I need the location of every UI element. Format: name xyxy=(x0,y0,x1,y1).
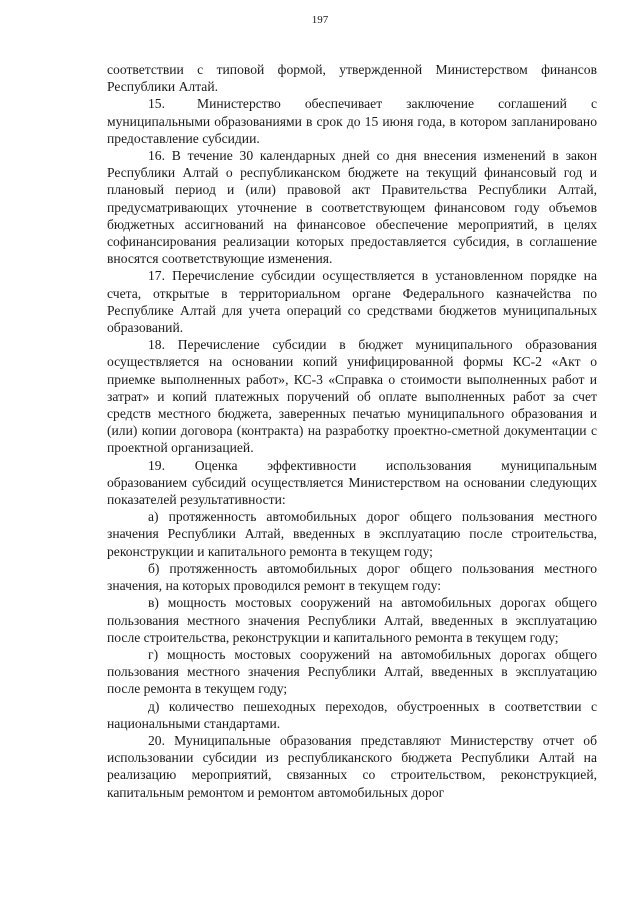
page-number: 197 xyxy=(311,14,329,26)
paragraph-17: 17. Перечисление субсидии осуществляется в установленном порядке на счета, открытые в территориальном органе Федерального казначейства по Республике Алтай для учета операций со средствами бюджетов муниципальных образований. xyxy=(107,268,597,336)
list-item-b: б) протяженность автомобильных дорог общего пользования местного значения, на которых проводился ремонт в текущем году: xyxy=(107,560,597,594)
paragraph-19: 19. Оценка эффективности использования муниципальным образованием субсидий осуществляется Министерством на основании следующих показателей результативности: xyxy=(107,457,597,508)
list-item-v: в) мощность мостовых сооружений на автомобильных дорогах общего пользования местного значения Республики Алтай, введенных в эксплуатацию после строительства, реконструкции и капитального ремонта в текущем году; xyxy=(107,595,597,645)
paragraph-16: 16. В течение 30 календарных дней со дня внесения изменений в закон Республики Алтай о республиканском бюджете на текущий финансовый год и плановый период и (или) правовой акт Правительства Республики Алтай, предусматривающих уточнение в соответствующем финансовом году объемов бюджетных ассигнований на финансовое обеспечение мероприятий, в целях софинансирования реализации которых предоставляется субсидия, в соглашение вносятся соответствующие изменения. xyxy=(107,148,597,267)
paragraph-18: 18. Перечисление субсидии в бюджет муниципального образования осуществляется на основании копий унифицированной формы КС-2 «Акт о приемке выполненных работ», КС-3 «Справка о стоимости выполненных работ и затрат» и копий платежных поручений об оплате выполненных работ за счет средств местного бюджета, заверенных печатью муниципального образования и (или) копии договора (контракта) на разработку проектно-сметной документации с проектной организацией. xyxy=(107,337,597,456)
paragraph-continuation: соответствии с типовой формой, утвержденной Министерством финансов Республики Алтай. xyxy=(107,62,597,95)
paragraph-20: 20. Муниципальные образования представляют Министерству отчет об использовании субсидии из республиканского бюджета Республики Алтай на реализацию мероприятий, связанных со строительством, реконструкцией, капитальным ремонтом и ремонтом автомобильных дорог xyxy=(107,732,597,800)
paragraph-15: 15. Министерство обеспечивает заключение соглашений с муниципальными образованиями в срок до 15 июня года, в котором запланировано предоставление субсидии. xyxy=(107,96,597,146)
document-body xyxy=(107,61,597,801)
list-item-g: г) мощность мостовых сооружений на автомобильных дорогах общего пользования местного значения Республики Алтай, введенных в эксплуатацию после ремонта в текущем году; xyxy=(107,646,597,697)
list-item-a: а) протяженность автомобильных дорог общего пользования местного значения Республики Алтай, введенных в эксплуатацию после строительства, реконструкции и капитального ремонта в текущем году; xyxy=(107,509,597,559)
list-item-d: д) количество пешеходных переходов, обустроенных в соответствии с национальными стандартами. xyxy=(107,698,597,731)
